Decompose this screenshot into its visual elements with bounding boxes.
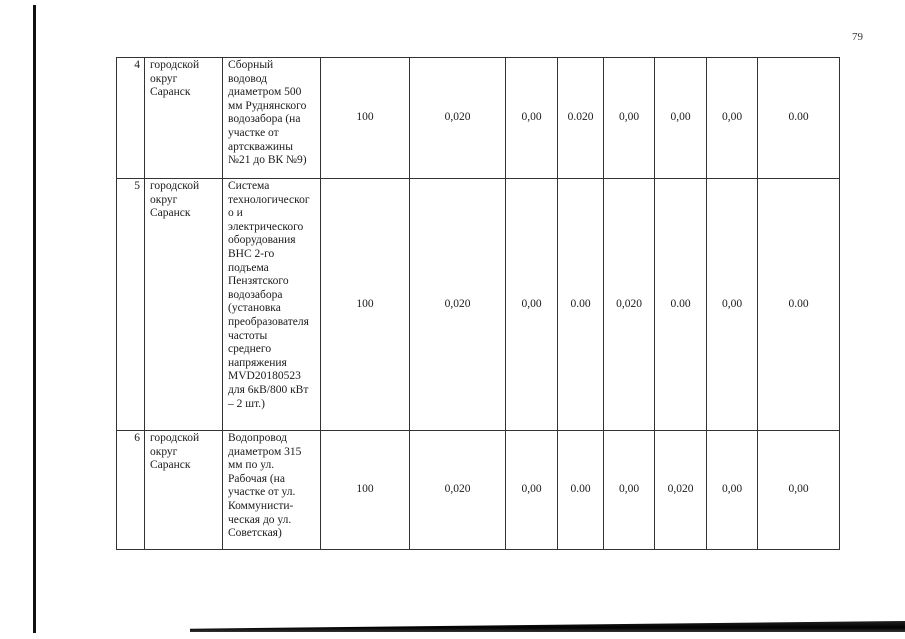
description-cell <box>223 431 321 550</box>
value-cell: 0.00 <box>758 58 840 179</box>
page-number: 79 <box>852 31 863 43</box>
value-cell: 100 <box>321 179 410 431</box>
value-cell: 0,020 <box>410 179 506 431</box>
table-row <box>117 431 840 550</box>
value-cell: 0,00 <box>707 431 758 550</box>
description-text: Сборный водовод диаметром 500 мм Руднянского водозабора (на участке от артскважины №21 до ВК №9) <box>228 59 307 167</box>
description-cell <box>223 58 321 179</box>
value-cell: 0,00 <box>604 431 655 550</box>
value-cell: 0,00 <box>506 58 558 179</box>
value-cell: 0,00 <box>707 58 758 179</box>
table-row <box>117 58 840 179</box>
value-cell: 0.00 <box>558 179 604 431</box>
value-cell: 0,020 <box>410 431 506 550</box>
region-cell <box>145 179 223 431</box>
region-cell <box>145 58 223 179</box>
value-cell: 0.00 <box>558 431 604 550</box>
scan-edge-bottom <box>190 621 905 632</box>
region-cell <box>145 431 223 550</box>
value-cell: 0.020 <box>558 58 604 179</box>
data-table <box>116 57 840 550</box>
value-cell: 0,00 <box>506 431 558 550</box>
value-cell: 0.00 <box>758 179 840 431</box>
row-index: 6 <box>117 431 145 550</box>
row-index: 4 <box>117 58 145 179</box>
region-text: городской округ Саранск <box>150 59 200 99</box>
value-cell: 0,00 <box>604 58 655 179</box>
description-text: Система технологическог о и электрического оборудования ВНС 2-го подъема Пензятского водозабора (установка преобразователя частоты среднего напряжения MVD20180523 для 6кВ/800 кВт – 2 шт.) <box>228 180 310 410</box>
value-cell: 0,00 <box>655 58 707 179</box>
value-cell: 0,020 <box>604 179 655 431</box>
value-cell: 0,00 <box>506 179 558 431</box>
value-cell: 0,020 <box>410 58 506 179</box>
region-text: городской округ Саранск <box>150 432 200 472</box>
value-cell: 100 <box>321 431 410 550</box>
row-index: 5 <box>117 179 145 431</box>
value-cell: 100 <box>321 58 410 179</box>
description-cell <box>223 179 321 431</box>
region-text: городской округ Саранск <box>150 180 200 220</box>
value-cell: 0,020 <box>655 431 707 550</box>
table-row <box>117 179 840 431</box>
value-cell: 0,00 <box>707 179 758 431</box>
scan-edge-left <box>33 5 36 633</box>
value-cell: 0.00 <box>655 179 707 431</box>
value-cell: 0,00 <box>758 431 840 550</box>
description-text: Водопровод диаметром 315 мм по ул. Рабочая (на участке от ул. Коммунисти- ческая до ул. Советская) <box>228 432 302 540</box>
